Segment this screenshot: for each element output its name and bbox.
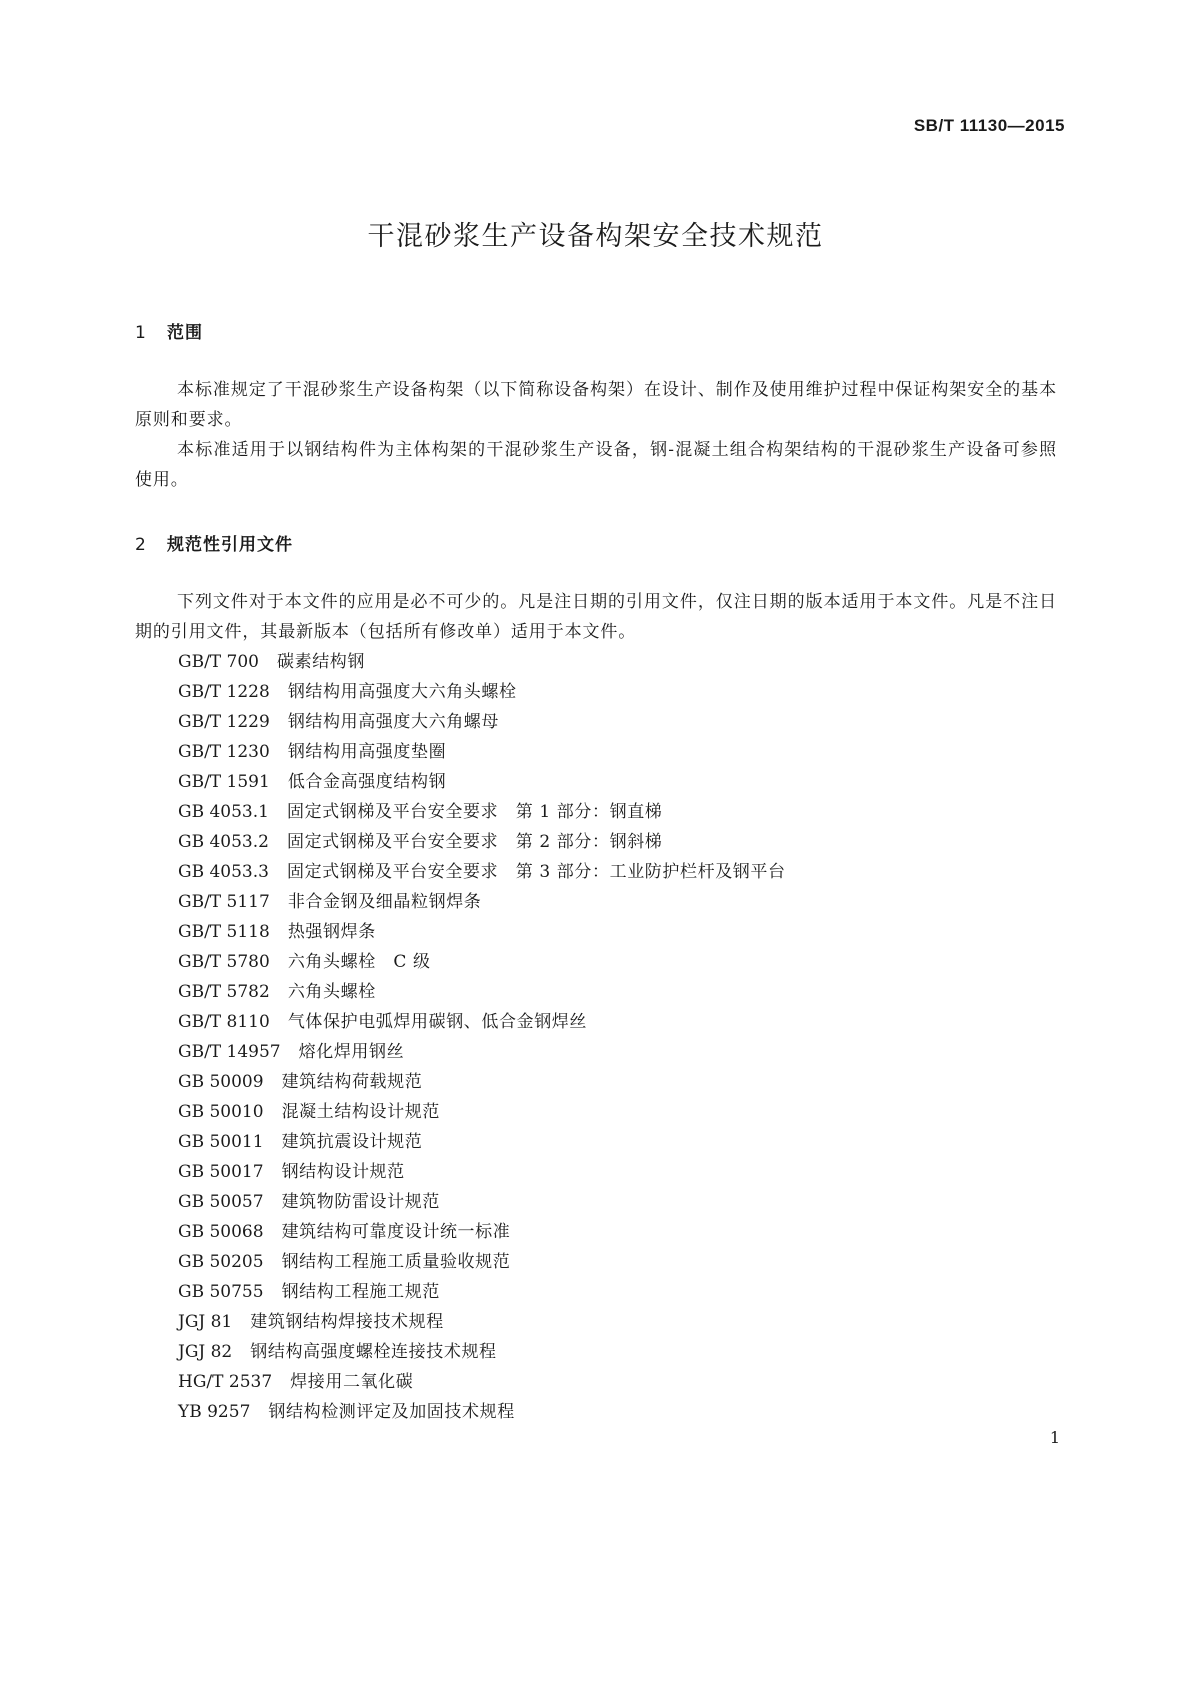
reference-code: GB/T 5782 [178,982,270,1002]
reference-title: 非合金钢及细晶粒钢焊条 [287,892,482,912]
reference-item [178,977,786,1007]
reference-item [178,1367,786,1397]
reference-item [178,797,786,827]
reference-code: GB/T 1230 [178,742,270,762]
reference-title: 建筑抗震设计规范 [281,1132,423,1152]
reference-code: GB 50010 [178,1102,264,1122]
reference-code: GB 4053.2 [178,832,269,852]
section-heading-scope [135,318,203,343]
reference-item [178,677,786,707]
reference-code: GB/T 14957 [178,1042,281,1062]
reference-item [178,857,786,887]
reference-title: 建筑结构荷载规范 [281,1072,423,1092]
reference-title: 建筑结构可靠度设计统一标准 [281,1222,511,1242]
reference-item [178,887,786,917]
reference-title: 熔化焊用钢丝 [298,1042,405,1062]
reference-item [178,1187,786,1217]
reference-title: 钢结构检测评定及加固技术规程 [268,1402,515,1422]
reference-title: 钢结构用高强度大六角螺母 [287,712,500,732]
section-heading-normative-references [135,530,293,555]
reference-code: GB/T 5117 [178,892,270,912]
reference-code: JGJ 81 [178,1312,233,1332]
reference-code: GB 50017 [178,1162,264,1182]
reference-title: 焊接用二氧化碳 [290,1372,414,1392]
reference-code: GB 50009 [178,1072,264,1092]
reference-item [178,707,786,737]
reference-item [178,1307,786,1337]
reference-code: GB/T 5780 [178,952,270,972]
reference-code: GB 50205 [178,1252,264,1272]
reference-item [178,647,786,677]
reference-title: 六角头螺栓 C 级 [287,952,431,972]
reference-title: 气体保护电弧焊用碳钢、低合金钢焊丝 [287,1012,588,1032]
reference-code: YB 9257 [178,1402,251,1422]
reference-title: 固定式钢梯及平台安全要求 第 3 部分：工业防护栏杆及钢平台 [286,862,786,882]
reference-list [178,647,786,1427]
reference-title: 固定式钢梯及平台安全要求 第 2 部分：钢斜梯 [286,832,663,852]
reference-code: GB 50068 [178,1222,264,1242]
reference-item [178,917,786,947]
reference-item [178,1097,786,1127]
reference-title: 建筑钢结构焊接技术规程 [250,1312,444,1332]
references-intro-paragraph: 下列文件对于本文件的应用是必不可少的。凡是注日期的引用文件，仅注日期的版本适用于本文件。凡是不注日期的引用文件，其最新版本（包括所有修改单）适用于本文件。 [135,592,1057,642]
scope-paragraph-2: 本标准适用于以钢结构件为主体构架的干混砂浆生产设备，钢-混凝土组合构架结构的干混砂浆生产设备可参照使用。 [135,440,1057,490]
reference-code: GB/T 1591 [178,772,270,792]
reference-item [178,1007,786,1037]
reference-item [178,1277,786,1307]
reference-title: 混凝土结构设计规范 [281,1102,440,1122]
reference-code: GB/T 700 [178,652,259,672]
reference-item [178,1217,786,1247]
reference-title: 钢结构高强度螺栓连接技术规程 [250,1342,497,1362]
reference-title: 钢结构设计规范 [281,1162,405,1182]
reference-code: GB 4053.1 [178,802,269,822]
standard-code: SB/T 11130—2015 [913,116,1065,135]
scope-paragraph-1: 本标准规定了干混砂浆生产设备构架（以下简称设备构架）在设计、制作及使用维护过程中保证构架安全的基本原则和要求。 [135,380,1057,430]
reference-code: GB/T 5118 [178,922,270,942]
reference-code: JGJ 82 [178,1342,233,1362]
reference-item [178,1037,786,1067]
reference-code: GB/T 1228 [178,682,270,702]
reference-title: 钢结构用高强度垫圈 [287,742,447,762]
reference-title: 六角头螺栓 [287,982,376,1002]
reference-title: 钢结构工程施工规范 [281,1282,440,1302]
reference-code: GB 4053.3 [178,862,269,882]
section-number: 2 [135,535,147,555]
reference-title: 碳素结构钢 [277,652,365,672]
reference-item [178,1067,786,1097]
reference-item [178,1397,786,1427]
document-title: 干混砂浆生产设备构架安全技术规范 [367,221,824,252]
section-title: 规范性引用文件 [167,535,293,555]
reference-item [178,1247,786,1277]
reference-title: 热强钢焊条 [287,922,376,942]
reference-item [178,827,786,857]
reference-item [178,1337,786,1367]
reference-title: 钢结构工程施工质量验收规范 [281,1252,511,1272]
reference-code: HG/T 2537 [178,1372,273,1392]
reference-code: GB 50755 [178,1282,264,1302]
reference-item [178,1127,786,1157]
reference-item [178,947,786,977]
reference-title: 低合金高强度结构钢 [287,772,447,792]
reference-code: GB/T 8110 [178,1012,270,1032]
reference-item [178,737,786,767]
reference-item [178,767,786,797]
reference-title: 固定式钢梯及平台安全要求 第 1 部分：钢直梯 [286,802,663,822]
section-title: 范围 [167,323,203,343]
reference-title: 钢结构用高强度大六角头螺栓 [287,682,517,702]
reference-title: 建筑物防雷设计规范 [281,1192,440,1212]
page-number: 1 [1049,1428,1060,1447]
section-number: 1 [135,323,147,343]
reference-code: GB 50011 [178,1132,264,1152]
reference-code: GB 50057 [178,1192,264,1212]
reference-code: GB/T 1229 [178,712,270,732]
reference-item [178,1157,786,1187]
